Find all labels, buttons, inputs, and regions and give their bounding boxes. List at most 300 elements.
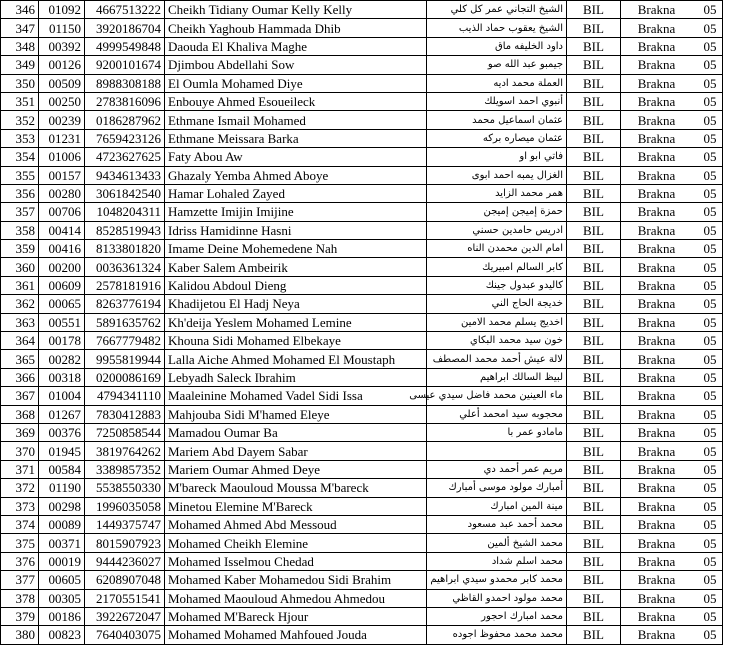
row-wilaya-name: Brakna	[637, 259, 676, 275]
row-nni: 4999549848	[85, 37, 165, 55]
row-code: 01092	[39, 1, 85, 19]
row-number: 374	[1, 515, 39, 533]
row-name-latin: Mohamed Ahmed Abd Messoud	[165, 515, 427, 533]
row-wilaya	[621, 313, 723, 331]
row-wilaya-code: 05	[703, 2, 717, 18]
row-code: 00416	[39, 240, 85, 258]
table-row	[1, 534, 723, 552]
row-wilaya-name: Brakna	[637, 278, 676, 294]
row-name-arabic: كاليدو عبدول جينك	[427, 276, 567, 294]
row-name-arabic: محجوبه سيد امحمد أعلي	[427, 405, 567, 423]
row-nni: 7250858544	[85, 423, 165, 441]
row-moughataa: BIL	[567, 148, 621, 166]
table-row	[1, 332, 723, 350]
voter-list-body	[1, 1, 723, 645]
row-wilaya-name: Brakna	[637, 572, 676, 588]
row-number: 367	[1, 387, 39, 405]
row-wilaya-name: Brakna	[637, 167, 676, 183]
row-wilaya-name: Brakna	[637, 75, 676, 91]
row-code: 01231	[39, 129, 85, 147]
row-name-arabic: داود الخليفه ماق	[427, 37, 567, 55]
row-code: 00305	[39, 589, 85, 607]
table-row	[1, 221, 723, 239]
row-wilaya-name: Brakna	[637, 553, 676, 569]
row-wilaya-code: 05	[703, 222, 717, 238]
row-name-latin: M'bareck Maouloud Moussa M'bareck	[165, 479, 427, 497]
row-wilaya	[621, 534, 723, 552]
row-wilaya	[621, 166, 723, 184]
row-wilaya	[621, 460, 723, 478]
row-number: 366	[1, 368, 39, 386]
row-name-latin: Imame Deine Mohemedene Nah	[165, 240, 427, 258]
row-code: 00318	[39, 368, 85, 386]
row-wilaya-code: 05	[703, 388, 717, 404]
row-moughataa: BIL	[567, 607, 621, 625]
row-number: 356	[1, 184, 39, 202]
row-nni: 9955819944	[85, 350, 165, 368]
row-wilaya-name: Brakna	[637, 609, 676, 625]
row-moughataa: BIL	[567, 295, 621, 313]
row-moughataa: BIL	[567, 1, 621, 19]
row-code: 00200	[39, 258, 85, 276]
row-wilaya	[621, 571, 723, 589]
row-name-latin: Kh'deija Yeslem Mohamed Lemine	[165, 313, 427, 331]
row-nni: 7640403075	[85, 626, 165, 644]
row-wilaya-code: 05	[703, 572, 717, 588]
row-wilaya-name: Brakna	[637, 241, 676, 257]
row-name-arabic: خون سيد محمد البكاي	[427, 332, 567, 350]
row-wilaya-code: 05	[703, 406, 717, 422]
row-wilaya-name: Brakna	[637, 20, 676, 36]
row-nni: 8133801820	[85, 240, 165, 258]
row-code: 00376	[39, 423, 85, 441]
row-name-arabic: عثمان اسماعيل محمد	[427, 111, 567, 129]
row-number: 351	[1, 92, 39, 110]
row-wilaya-name: Brakna	[637, 461, 676, 477]
table-row	[1, 184, 723, 202]
row-wilaya-name: Brakna	[637, 535, 676, 551]
row-code: 00706	[39, 203, 85, 221]
row-number: 372	[1, 479, 39, 497]
row-wilaya-name: Brakna	[637, 314, 676, 330]
row-nni: 2170551541	[85, 589, 165, 607]
row-wilaya-name: Brakna	[637, 351, 676, 367]
row-wilaya-code: 05	[703, 590, 717, 606]
row-nni: 0200086169	[85, 368, 165, 386]
row-name-arabic: أمبارك مولود موسى أمبارك	[427, 479, 567, 497]
row-moughataa: BIL	[567, 387, 621, 405]
row-nni: 4723627625	[85, 148, 165, 166]
row-number: 359	[1, 240, 39, 258]
row-name-arabic: الغزال يمبه احمد ابوى	[427, 166, 567, 184]
row-number: 347	[1, 19, 39, 37]
row-number: 355	[1, 166, 39, 184]
row-name-arabic: محمد اسلم شداد	[427, 552, 567, 570]
table-row	[1, 313, 723, 331]
row-code: 00414	[39, 221, 85, 239]
row-moughataa: BIL	[567, 203, 621, 221]
row-wilaya-name: Brakna	[637, 94, 676, 110]
table-row	[1, 515, 723, 533]
table-row	[1, 203, 723, 221]
row-name-arabic: الشيخ يعقوب حماد الذيب	[427, 19, 567, 37]
table-row	[1, 19, 723, 37]
row-code: 01150	[39, 19, 85, 37]
row-wilaya-code: 05	[703, 186, 717, 202]
row-number: 378	[1, 589, 39, 607]
row-wilaya-name: Brakna	[637, 498, 676, 514]
row-code: 00298	[39, 497, 85, 515]
row-number: 362	[1, 295, 39, 313]
row-wilaya-code: 05	[703, 351, 717, 367]
row-wilaya-code: 05	[703, 517, 717, 533]
row-code: 00157	[39, 166, 85, 184]
row-name-latin: Mohamed Mohamed Mahfoued Jouda	[165, 626, 427, 644]
row-name-latin: Idriss Hamidinne Hasni	[165, 221, 427, 239]
row-wilaya	[621, 148, 723, 166]
row-nni: 2783816096	[85, 92, 165, 110]
row-name-latin: Mohamed Kaber Mohamedou Sidi Brahim	[165, 571, 427, 589]
row-wilaya-code: 05	[703, 130, 717, 146]
row-moughataa: BIL	[567, 460, 621, 478]
row-number: 375	[1, 534, 39, 552]
table-row	[1, 166, 723, 184]
table-row	[1, 607, 723, 625]
row-wilaya	[621, 479, 723, 497]
table-row	[1, 571, 723, 589]
row-nni: 0036361324	[85, 258, 165, 276]
row-code: 00239	[39, 111, 85, 129]
row-wilaya-name: Brakna	[637, 149, 676, 165]
row-name-arabic: محمد امبارك احجور	[427, 607, 567, 625]
row-code: 00065	[39, 295, 85, 313]
row-number: 353	[1, 129, 39, 147]
row-code: 01267	[39, 405, 85, 423]
row-wilaya-name: Brakna	[637, 2, 676, 18]
row-moughataa: BIL	[567, 19, 621, 37]
table-row	[1, 460, 723, 478]
row-wilaya-code: 05	[703, 553, 717, 569]
row-wilaya-name: Brakna	[637, 370, 676, 385]
row-wilaya-code: 05	[703, 314, 717, 330]
row-wilaya-code: 05	[703, 370, 717, 385]
row-code: 00089	[39, 515, 85, 533]
row-number: 370	[1, 442, 39, 460]
row-code: 00609	[39, 276, 85, 294]
row-name-arabic: لبيظ السالك ابراهيم	[427, 368, 567, 386]
row-name-arabic: جيمبو عبد الله صو	[427, 56, 567, 74]
row-name-latin: Daouda El Khaliva Maghe	[165, 37, 427, 55]
row-wilaya-name: Brakna	[637, 590, 676, 606]
row-number: 363	[1, 313, 39, 331]
row-wilaya-code: 05	[703, 627, 717, 643]
row-name-arabic: لالة عيش أحمد محمد المصطف	[427, 350, 567, 368]
row-moughataa: BIL	[567, 74, 621, 92]
table-row	[1, 148, 723, 166]
row-moughataa: BIL	[567, 497, 621, 515]
table-row	[1, 276, 723, 294]
row-name-latin: Mohamed M'Bareck Hjour	[165, 607, 427, 625]
row-number: 373	[1, 497, 39, 515]
row-code: 00509	[39, 74, 85, 92]
row-wilaya-code: 05	[703, 278, 717, 294]
row-wilaya-code: 05	[703, 241, 717, 257]
table-row	[1, 1, 723, 19]
row-name-arabic: اخديج يسلم محمد الامين	[427, 313, 567, 331]
row-wilaya-code: 05	[703, 461, 717, 477]
table-row	[1, 92, 723, 110]
row-wilaya	[621, 626, 723, 644]
row-name-arabic: همر محمد الزايد	[427, 184, 567, 202]
row-name-latin: Ethmane Meissara Barka	[165, 129, 427, 147]
row-code: 01190	[39, 479, 85, 497]
row-nni: 8988308188	[85, 74, 165, 92]
row-moughataa: BIL	[567, 442, 621, 460]
row-name-latin: Mohamed Cheikh Elemine	[165, 534, 427, 552]
row-wilaya	[621, 295, 723, 313]
row-name-latin: Maaleinine Mohamed Vadel Sidi Issa	[165, 387, 427, 405]
row-name-latin: Djimbou Abdellahi Sow	[165, 56, 427, 74]
row-nni: 3389857352	[85, 460, 165, 478]
row-number: 379	[1, 607, 39, 625]
row-wilaya	[621, 387, 723, 405]
table-row	[1, 56, 723, 74]
row-name-latin: Mamadou Oumar Ba	[165, 423, 427, 441]
row-nni: 5538550330	[85, 479, 165, 497]
row-name-latin: Minetou Elemine M'Bareck	[165, 497, 427, 515]
row-wilaya	[621, 129, 723, 147]
row-name-arabic: حمزة إميجن إميجن	[427, 203, 567, 221]
row-name-arabic: محمد كابر محمدو سيدي ابراهيم	[427, 571, 567, 589]
table-row	[1, 111, 723, 129]
row-moughataa: BIL	[567, 56, 621, 74]
row-wilaya	[621, 497, 723, 515]
row-moughataa: BIL	[567, 423, 621, 441]
row-name-latin: Mohamed Isselmou Chedad	[165, 552, 427, 570]
row-nni: 3819764262	[85, 442, 165, 460]
row-wilaya	[621, 368, 723, 386]
row-name-arabic: خديجة الحاج الني	[427, 295, 567, 313]
row-number: 369	[1, 423, 39, 441]
row-name-latin: Cheikh Tidiany Oumar Kelly Kelly	[165, 1, 427, 19]
row-moughataa: BIL	[567, 332, 621, 350]
row-wilaya-code: 05	[703, 204, 717, 220]
row-nni: 3922672047	[85, 607, 165, 625]
row-wilaya-code: 05	[703, 112, 717, 128]
row-code: 00019	[39, 552, 85, 570]
row-wilaya-name: Brakna	[637, 222, 676, 238]
row-wilaya-code: 05	[703, 20, 717, 36]
row-moughataa: BIL	[567, 240, 621, 258]
row-wilaya	[621, 350, 723, 368]
row-wilaya-code: 05	[703, 57, 717, 73]
row-nni: 7667779482	[85, 332, 165, 350]
row-moughataa: BIL	[567, 350, 621, 368]
row-moughataa: BIL	[567, 276, 621, 294]
row-nni: 8263776194	[85, 295, 165, 313]
row-code: 00605	[39, 571, 85, 589]
row-number: 358	[1, 221, 39, 239]
row-name-arabic: مامادو عمر با	[427, 423, 567, 441]
row-moughataa: BIL	[567, 92, 621, 110]
row-name-latin: Khadijetou El Hadj Neya	[165, 295, 427, 313]
row-code: 00392	[39, 37, 85, 55]
table-row	[1, 552, 723, 570]
row-name-latin: Ethmane Ismail Mohamed	[165, 111, 427, 129]
row-number: 365	[1, 350, 39, 368]
row-name-latin: Kalidou Abdoul Dieng	[165, 276, 427, 294]
row-wilaya-name: Brakna	[637, 627, 676, 643]
row-wilaya	[621, 1, 723, 19]
row-name-arabic: فاتي ابو او	[427, 148, 567, 166]
row-code: 00126	[39, 56, 85, 74]
row-name-arabic: كابر السالم امبيريك	[427, 258, 567, 276]
row-name-latin: Cheikh Yaghoub Hammada Dhib	[165, 19, 427, 37]
row-wilaya-name: Brakna	[637, 388, 676, 404]
table-row	[1, 240, 723, 258]
table-row	[1, 442, 723, 460]
row-name-arabic: الشيخ التجاني عمر كل كلي	[427, 1, 567, 19]
table-row	[1, 258, 723, 276]
row-name-latin: Faty Abou Aw	[165, 148, 427, 166]
row-nni: 0186287962	[85, 111, 165, 129]
row-code: 01945	[39, 442, 85, 460]
row-wilaya	[621, 515, 723, 533]
row-wilaya-name: Brakna	[637, 480, 676, 496]
row-wilaya	[621, 111, 723, 129]
table-row	[1, 129, 723, 147]
row-moughataa: BIL	[567, 166, 621, 184]
table-row	[1, 423, 723, 441]
row-moughataa: BIL	[567, 129, 621, 147]
row-wilaya	[621, 221, 723, 239]
row-wilaya	[621, 258, 723, 276]
row-name-arabic: ادريس حامدين حسني	[427, 221, 567, 239]
row-wilaya-name: Brakna	[637, 406, 676, 422]
row-wilaya-name: Brakna	[637, 186, 676, 202]
row-nni: 8015907923	[85, 534, 165, 552]
row-number: 349	[1, 56, 39, 74]
row-code: 01006	[39, 148, 85, 166]
row-name-latin: El Oumla Mohamed Diye	[165, 74, 427, 92]
row-name-latin: Lalla Aiche Ahmed Mohamed El Moustaph	[165, 350, 427, 368]
row-number: 348	[1, 37, 39, 55]
table-row	[1, 387, 723, 405]
row-moughataa: BIL	[567, 552, 621, 570]
row-wilaya	[621, 589, 723, 607]
row-wilaya	[621, 276, 723, 294]
row-moughataa: BIL	[567, 571, 621, 589]
row-code: 00371	[39, 534, 85, 552]
row-moughataa: BIL	[567, 405, 621, 423]
row-nni: 4667513222	[85, 1, 165, 19]
row-wilaya	[621, 74, 723, 92]
row-code: 00186	[39, 607, 85, 625]
row-name-arabic: العملة محمد اديه	[427, 74, 567, 92]
row-wilaya	[621, 423, 723, 441]
table-row	[1, 589, 723, 607]
row-wilaya	[621, 552, 723, 570]
row-wilaya-name: Brakna	[637, 296, 676, 312]
row-name-latin: Khouna Sidi Mohamed Elbekaye	[165, 332, 427, 350]
row-name-arabic: أنبوي احمد اسويلك	[427, 92, 567, 110]
row-name-arabic: مينة المين امبارك	[427, 497, 567, 515]
row-wilaya	[621, 37, 723, 55]
row-nni: 2578181916	[85, 276, 165, 294]
row-name-latin: Kaber Salem Ambeirik	[165, 258, 427, 276]
row-wilaya-name: Brakna	[637, 443, 676, 459]
row-wilaya-code: 05	[703, 75, 717, 91]
row-code: 00551	[39, 313, 85, 331]
table-row	[1, 368, 723, 386]
row-wilaya	[621, 240, 723, 258]
row-number: 361	[1, 276, 39, 294]
row-nni: 9434613433	[85, 166, 165, 184]
row-nni: 1048204311	[85, 203, 165, 221]
row-wilaya-code: 05	[703, 425, 717, 441]
row-nni: 9200101674	[85, 56, 165, 74]
row-name-latin: Hamar Lohaled Zayed	[165, 184, 427, 202]
row-number: 357	[1, 203, 39, 221]
row-wilaya-code: 05	[703, 535, 717, 551]
row-name-arabic: مريم عمر أحمد دي	[427, 460, 567, 478]
row-wilaya	[621, 442, 723, 460]
row-code: 00178	[39, 332, 85, 350]
row-number: 346	[1, 1, 39, 19]
row-wilaya-name: Brakna	[637, 204, 676, 220]
row-name-latin: Ghazaly Yemba Ahmed Aboye	[165, 166, 427, 184]
row-wilaya-name: Brakna	[637, 57, 676, 73]
row-moughataa: BIL	[567, 313, 621, 331]
row-wilaya	[621, 19, 723, 37]
row-name-arabic: محمد الشيخ ألمين	[427, 534, 567, 552]
table-row	[1, 405, 723, 423]
row-wilaya	[621, 203, 723, 221]
row-nni: 7659423126	[85, 129, 165, 147]
row-wilaya	[621, 405, 723, 423]
table-row	[1, 74, 723, 92]
row-moughataa: BIL	[567, 111, 621, 129]
row-name-arabic	[427, 442, 567, 460]
row-moughataa: BIL	[567, 368, 621, 386]
row-nni: 3061842540	[85, 184, 165, 202]
row-code: 00280	[39, 184, 85, 202]
row-nni: 3920186704	[85, 19, 165, 37]
row-wilaya-code: 05	[703, 167, 717, 183]
table-row	[1, 497, 723, 515]
row-wilaya	[621, 92, 723, 110]
row-name-arabic: ماء العينين محمد فاضل سيدي عيسى	[427, 387, 567, 405]
row-moughataa: BIL	[567, 479, 621, 497]
row-name-latin: Mahjouba Sidi M'hamed Eleye	[165, 405, 427, 423]
row-wilaya-name: Brakna	[637, 130, 676, 146]
row-moughataa: BIL	[567, 184, 621, 202]
row-moughataa: BIL	[567, 534, 621, 552]
row-wilaya-code: 05	[703, 259, 717, 275]
row-wilaya-code: 05	[703, 443, 717, 459]
row-name-latin: Enbouye Ahmed Esoueileck	[165, 92, 427, 110]
row-name-latin: Mohamed Maouloud Ahmedou Ahmedou	[165, 589, 427, 607]
row-code: 01004	[39, 387, 85, 405]
row-name-latin: Mariem Oumar Ahmed Deye	[165, 460, 427, 478]
row-wilaya-code: 05	[703, 498, 717, 514]
row-wilaya-name: Brakna	[637, 333, 676, 349]
row-wilaya-code: 05	[703, 94, 717, 110]
table-row	[1, 626, 723, 644]
row-name-latin: Lebyadh Saleck Ibrahim	[165, 368, 427, 386]
row-nni: 9444236027	[85, 552, 165, 570]
row-name-arabic: محمد أحمد عبد مسعود	[427, 515, 567, 533]
